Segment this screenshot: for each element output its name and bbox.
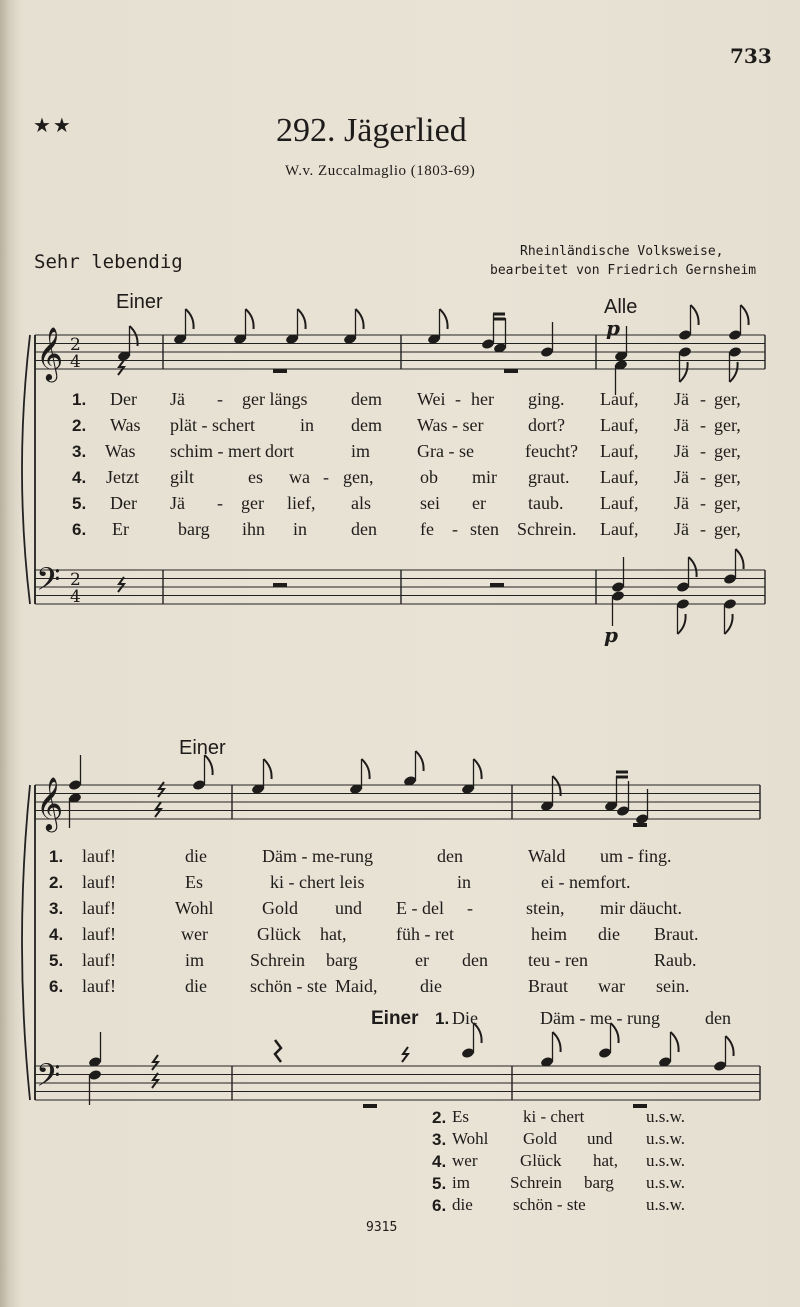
voice-label-einer: Einer bbox=[179, 737, 226, 759]
difficulty-stars: ★★ bbox=[33, 113, 73, 137]
whole-rest bbox=[363, 1104, 377, 1108]
lyric-syllable: - bbox=[700, 389, 706, 409]
rest bbox=[118, 577, 124, 592]
lyric-syllable: - bbox=[323, 467, 329, 487]
note-flag bbox=[362, 759, 370, 779]
lyric-syllable: ger, bbox=[714, 389, 741, 409]
lyric-syllable: Die bbox=[452, 1008, 478, 1028]
rest bbox=[152, 1055, 158, 1070]
lyric-syllable: - bbox=[217, 493, 223, 513]
note-flag bbox=[298, 309, 306, 329]
lyric-syllable: - bbox=[467, 898, 473, 918]
lyric-syllable: Was bbox=[110, 415, 141, 435]
note-flag bbox=[678, 614, 686, 634]
lyric-syllable: lauf! bbox=[82, 846, 116, 866]
lyric-syllable: er bbox=[415, 950, 429, 970]
lyric-syllable: die bbox=[598, 924, 620, 944]
lyric-syllable: sei bbox=[420, 493, 440, 513]
note-flag bbox=[680, 362, 688, 382]
lyric-syllable: ihn bbox=[242, 519, 266, 539]
lyric-syllable: Gold bbox=[523, 1129, 557, 1148]
lyric-syllable: im bbox=[351, 441, 371, 461]
lyric-syllable: in bbox=[293, 519, 308, 539]
rest bbox=[118, 360, 124, 375]
lyric-syllable: Lauf, bbox=[600, 519, 639, 539]
lyric-syllable: Glück bbox=[257, 924, 301, 944]
verse-number: 2. bbox=[49, 873, 64, 892]
lyric-syllable: Der bbox=[110, 389, 137, 409]
voice-label-einer: Einer bbox=[116, 291, 163, 313]
lyric-syllable: Däm - me - rung bbox=[540, 1008, 660, 1028]
lyric-syllable: ger, bbox=[714, 467, 741, 487]
lyric-syllable: feucht? bbox=[525, 441, 578, 461]
note-flag bbox=[730, 362, 738, 382]
verse-number: 1. bbox=[72, 390, 87, 409]
time-signature-numeral: 2 bbox=[70, 570, 81, 590]
lyric-syllable: in bbox=[300, 415, 315, 435]
lyric-syllable: ger, bbox=[714, 519, 741, 539]
lyric-syllable: dort? bbox=[528, 415, 565, 435]
lyric-syllable: ki - chert leis bbox=[270, 872, 365, 892]
lyric-syllable: lauf! bbox=[82, 872, 116, 892]
lyric-syllable: es bbox=[248, 467, 263, 487]
lyric-syllable: ger bbox=[241, 493, 264, 513]
tempo-marking: Sehr lebendig bbox=[34, 251, 183, 273]
whole-rest bbox=[633, 1104, 647, 1108]
lyric-syllable: die bbox=[185, 976, 207, 996]
lyric-syllable: Jä bbox=[674, 467, 689, 487]
lyric-syllable: Lauf, bbox=[600, 493, 639, 513]
lyric-syllable: Lauf, bbox=[600, 415, 639, 435]
verse-number: 3. bbox=[432, 1130, 447, 1149]
treble-clef-symbol: 𝄞 bbox=[36, 776, 64, 830]
note-flag bbox=[726, 1036, 734, 1056]
verse-number: 4. bbox=[49, 925, 64, 944]
song-title: 292. Jägerlied bbox=[276, 112, 467, 149]
lyric-syllable: lauf! bbox=[82, 950, 116, 970]
lyric-syllable: graut. bbox=[528, 467, 570, 487]
dynamic-marking-piano: p bbox=[606, 316, 620, 340]
lyric-syllable: und bbox=[335, 898, 362, 918]
verse-number: 5. bbox=[49, 951, 64, 970]
lyric-syllable: barg bbox=[326, 950, 358, 970]
lyric-syllable: war bbox=[598, 976, 625, 996]
lyric-syllable: Was - ser bbox=[417, 415, 484, 435]
lyric-syllable: ki - chert bbox=[523, 1107, 585, 1126]
lyric-syllable: - bbox=[700, 415, 706, 435]
note-flag bbox=[691, 305, 699, 325]
quarter-rest bbox=[275, 1040, 281, 1062]
whole-rest bbox=[273, 583, 287, 587]
verse-number: 6. bbox=[72, 520, 87, 539]
lyric-syllable: - bbox=[700, 467, 706, 487]
note-flag bbox=[689, 557, 697, 577]
lyric-syllable: sten bbox=[470, 519, 499, 539]
page-number: 733 bbox=[730, 44, 772, 68]
verse-number: 6. bbox=[432, 1196, 447, 1215]
lyric-syllable: u.s.w. bbox=[646, 1107, 686, 1126]
lyric-syllable: sein. bbox=[656, 976, 690, 996]
lyric-syllable: ger längs bbox=[242, 389, 308, 409]
lyric-syllable: den bbox=[462, 950, 488, 970]
time-signature-numeral: 4 bbox=[70, 587, 81, 607]
lyric-syllable: im bbox=[452, 1173, 470, 1192]
lyric-syllable: Wald bbox=[528, 846, 566, 866]
lyric-syllable: u.s.w. bbox=[646, 1195, 686, 1214]
lyric-syllable: - bbox=[452, 519, 458, 539]
bass-staff bbox=[35, 1066, 760, 1100]
lyric-syllable: Er bbox=[112, 519, 129, 539]
time-signature-numeral: 4 bbox=[70, 352, 81, 372]
lyric-syllable: ger, bbox=[714, 415, 741, 435]
lyric-syllable: Jä bbox=[170, 389, 185, 409]
note-flag bbox=[264, 759, 272, 779]
treble-clef-symbol: 𝄞 bbox=[36, 326, 64, 380]
lyric-syllable: Schrein. bbox=[517, 519, 577, 539]
lyricist-credit: W.v. Zuccalmaglio (1803-69) bbox=[285, 163, 476, 179]
note-flag bbox=[416, 751, 424, 771]
lyric-syllable: Jä bbox=[674, 519, 689, 539]
lyric-syllable: füh - ret bbox=[396, 924, 454, 944]
system-brace bbox=[22, 335, 30, 604]
lyric-syllable: in bbox=[457, 872, 472, 892]
verse-number: 4. bbox=[432, 1152, 447, 1171]
lyric-syllable: im bbox=[185, 950, 205, 970]
lyric-syllable: lief, bbox=[287, 493, 316, 513]
lyric-syllable: die bbox=[452, 1195, 473, 1214]
lyric-syllable: - bbox=[455, 389, 461, 409]
note-flag bbox=[725, 614, 733, 634]
rest bbox=[152, 1073, 158, 1088]
lyric-syllable: fort. bbox=[600, 872, 631, 892]
lyric-syllable: - bbox=[700, 519, 706, 539]
rest bbox=[402, 1047, 408, 1062]
lyric-syllable: mir bbox=[472, 467, 497, 487]
lyric-syllable: lauf! bbox=[82, 924, 116, 944]
lyric-syllable: wer bbox=[181, 924, 208, 944]
lyric-syllable: plät - schert bbox=[170, 415, 255, 435]
lyric-syllable: Jä bbox=[674, 493, 689, 513]
lyric-syllable: und bbox=[587, 1129, 613, 1148]
lyric-syllable: Es bbox=[452, 1107, 469, 1126]
lyric-syllable: stein, bbox=[526, 898, 565, 918]
lyric-syllable: barg bbox=[584, 1173, 614, 1192]
lyric-syllable: - bbox=[700, 493, 706, 513]
note-flag bbox=[671, 1032, 679, 1052]
source-line-1: Rheinländische Volksweise, bbox=[520, 244, 724, 259]
lyric-syllable: - bbox=[700, 441, 706, 461]
lyric-syllable: wer bbox=[452, 1151, 478, 1170]
lyric-syllable: Jä bbox=[170, 493, 185, 513]
lyric-syllable: die bbox=[185, 846, 207, 866]
lyric-syllable: Raub. bbox=[654, 950, 697, 970]
verse-number: 6. bbox=[49, 977, 64, 996]
whole-rest bbox=[504, 369, 518, 373]
note-flag bbox=[246, 309, 254, 329]
lyric-syllable: Wohl bbox=[452, 1129, 489, 1148]
plate-number: 9315 bbox=[366, 1220, 398, 1235]
lyric-syllable: Es bbox=[185, 872, 203, 892]
note-flag bbox=[474, 759, 482, 779]
lyric-syllable: ger, bbox=[714, 441, 741, 461]
lyric-syllable: schim - mert bbox=[170, 441, 261, 461]
lyric-syllable: E - del bbox=[396, 898, 444, 918]
lyric-syllable: lauf! bbox=[82, 898, 116, 918]
lyric-syllable: Schrein bbox=[250, 950, 305, 970]
bass-staff bbox=[35, 570, 765, 604]
lyric-syllable: Jä bbox=[674, 415, 689, 435]
lyric-syllable: gen, bbox=[343, 467, 374, 487]
lyric-syllable: Lauf, bbox=[600, 389, 639, 409]
rest bbox=[158, 782, 164, 797]
lyric-syllable: schön - ste bbox=[250, 976, 327, 996]
system-brace bbox=[22, 785, 30, 1100]
lyric-syllable: den bbox=[705, 1008, 731, 1028]
lyric-syllable: barg bbox=[178, 519, 210, 539]
lyric-syllable: Jetzt bbox=[106, 467, 139, 487]
lyric-syllable: gilt bbox=[170, 467, 195, 487]
lyric-syllable: dem bbox=[351, 415, 382, 435]
lyric-syllable: Schrein bbox=[510, 1173, 562, 1192]
verse-number: 2. bbox=[72, 416, 87, 435]
lyric-syllable: - bbox=[217, 389, 223, 409]
whole-rest bbox=[490, 583, 504, 587]
lyric-syllable: lauf! bbox=[82, 976, 116, 996]
lyric-syllable: ging. bbox=[528, 389, 565, 409]
lyric-syllable: her bbox=[471, 389, 494, 409]
verse-number: 3. bbox=[49, 899, 64, 918]
lyric-syllable: Gra - se bbox=[417, 441, 474, 461]
voice-label-alle: Alle bbox=[604, 296, 638, 318]
lyric-syllable: mir däucht. bbox=[600, 898, 682, 918]
lyric-syllable: er bbox=[472, 493, 486, 513]
lyric-syllable: Lauf, bbox=[600, 441, 639, 461]
source-line-2: bearbeitet von Friedrich Gernsheim bbox=[490, 263, 757, 278]
lyric-syllable: Maid, bbox=[335, 976, 378, 996]
dynamic-marking-piano: p bbox=[604, 623, 618, 647]
time-signature-numeral: 2 bbox=[70, 335, 81, 355]
lyric-syllable: den bbox=[437, 846, 463, 866]
bass-clef-symbol: 𝄢 bbox=[36, 561, 61, 605]
whole-rest bbox=[633, 823, 647, 827]
treble-staff bbox=[35, 785, 760, 819]
bass-clef-symbol: 𝄢 bbox=[36, 1057, 61, 1101]
lyric-syllable: u.s.w. bbox=[646, 1151, 686, 1170]
voice-label-einer: Einer bbox=[371, 1008, 419, 1029]
note-flag bbox=[356, 309, 364, 329]
note-flag bbox=[440, 309, 448, 329]
lyric-syllable: fe bbox=[420, 519, 434, 539]
lyric-syllable: Was bbox=[105, 441, 136, 461]
lyric-syllable: Wohl bbox=[175, 898, 214, 918]
lyric-syllable: taub. bbox=[528, 493, 564, 513]
note-flag bbox=[553, 1032, 561, 1052]
verse-number: 5. bbox=[432, 1174, 447, 1193]
lyric-syllable: Däm - me-rung bbox=[262, 846, 373, 866]
treble-staff bbox=[35, 335, 765, 369]
note-flag bbox=[186, 309, 194, 329]
verse-number: 2. bbox=[432, 1108, 447, 1127]
lyric-syllable: hat, bbox=[320, 924, 347, 944]
lyric-syllable: Braut. bbox=[654, 924, 699, 944]
whole-rest bbox=[273, 369, 287, 373]
lyric-syllable: Jä bbox=[674, 389, 689, 409]
verse-number: 1. bbox=[435, 1009, 450, 1028]
lyric-syllable: die bbox=[420, 976, 442, 996]
lyric-syllable: Der bbox=[110, 493, 137, 513]
lyric-syllable: ob bbox=[420, 467, 438, 487]
lyric-syllable: hat, bbox=[593, 1151, 619, 1170]
rest bbox=[155, 802, 161, 817]
lyric-syllable: Wei bbox=[417, 389, 446, 409]
lyric-syllable: Jä bbox=[674, 441, 689, 461]
lyric-syllable: Braut bbox=[528, 976, 568, 996]
lyric-syllable: den bbox=[351, 519, 377, 539]
lyric-syllable: schön - ste bbox=[513, 1195, 586, 1214]
note-flag bbox=[736, 549, 744, 569]
lyric-syllable: ger, bbox=[714, 493, 741, 513]
lyric-syllable: wa bbox=[289, 467, 310, 487]
lyric-syllable: um - fing. bbox=[600, 846, 672, 866]
verse-number: 3. bbox=[72, 442, 87, 461]
lyric-syllable: heim bbox=[531, 924, 567, 944]
lyric-syllable: ei - nem bbox=[541, 872, 600, 892]
lyric-syllable: Gold bbox=[262, 898, 298, 918]
verse-number: 5. bbox=[72, 494, 87, 513]
note-flag bbox=[741, 305, 749, 325]
lyric-syllable: dem bbox=[351, 389, 382, 409]
lyric-syllable: u.s.w. bbox=[646, 1129, 686, 1148]
lyric-syllable: dort bbox=[265, 441, 294, 461]
lyric-syllable: als bbox=[351, 493, 371, 513]
verse-number: 4. bbox=[72, 468, 87, 487]
lyric-syllable: teu - ren bbox=[528, 950, 588, 970]
lyric-syllable: u.s.w. bbox=[646, 1173, 686, 1192]
lyric-syllable: Glück bbox=[520, 1151, 562, 1170]
verse-number: 1. bbox=[49, 847, 64, 866]
lyric-syllable: Lauf, bbox=[600, 467, 639, 487]
